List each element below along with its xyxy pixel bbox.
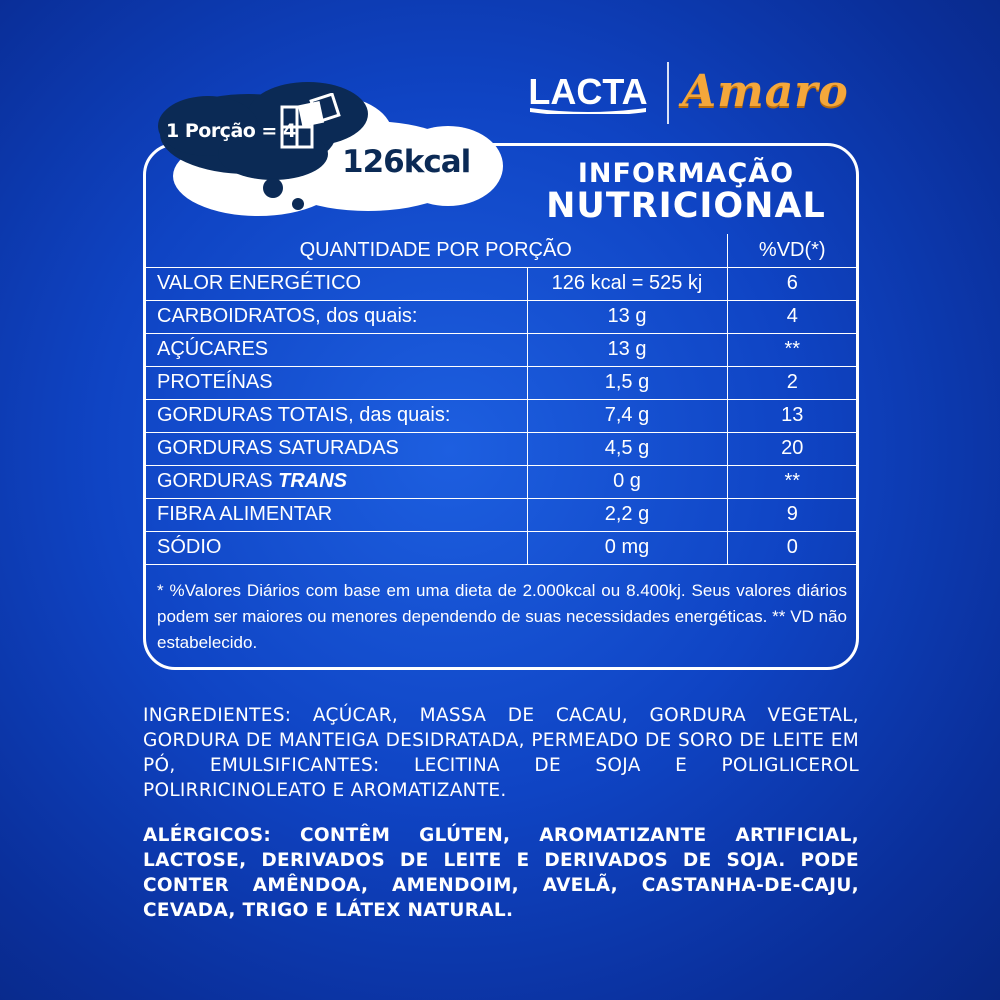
lacta-logo-text: LACTA	[528, 71, 648, 112]
nutrient-amount: 126 kcal = 525 kj	[527, 267, 727, 300]
nutrient-name-emphasis: TRANS	[278, 470, 348, 492]
chocolate-pieces-icon	[278, 93, 348, 153]
nutrient-vd: 2	[727, 366, 857, 399]
nutrient-name: GORDURAS TOTAIS, das quais:	[145, 399, 527, 432]
portion-kcal: 126kcal	[342, 144, 471, 180]
nutrient-amount: 0 g	[527, 465, 727, 498]
nutrient-name: FIBRA ALIMENTAR	[145, 498, 527, 531]
table-row	[145, 333, 857, 366]
nutrient-amount: 7,4 g	[527, 399, 727, 432]
nutrient-vd: 9	[727, 498, 857, 531]
table-row	[145, 531, 857, 564]
lacta-logo	[528, 70, 648, 114]
nutrient-name: PROTEÍNAS	[145, 366, 527, 399]
nutrient-amount: 4,5 g	[527, 432, 727, 465]
header-vd: %VD(*)	[727, 234, 857, 267]
nutrient-amount: 1,5 g	[527, 366, 727, 399]
nutrient-name: GORDURAS SATURADAS	[145, 432, 527, 465]
nutrient-vd: **	[727, 465, 857, 498]
nutrient-vd: 13	[727, 399, 857, 432]
nutrient-name: CARBOIDRATOS, dos quais:	[145, 300, 527, 333]
table-row	[145, 267, 857, 300]
nutrient-vd: 20	[727, 432, 857, 465]
nutrient-name: VALOR ENERGÉTICO	[145, 267, 527, 300]
nutrient-vd: 6	[727, 267, 857, 300]
amaro-logo: Amaro	[682, 66, 849, 117]
nutrient-amount: 13 g	[527, 300, 727, 333]
title-line-2: NUTRICIONAL	[546, 186, 826, 226]
nutrient-name-prefix: GORDURAS	[157, 470, 279, 492]
table-row	[145, 399, 857, 432]
nutrient-amount: 13 g	[527, 333, 727, 366]
table-header-row	[145, 234, 857, 267]
nutrition-table	[145, 234, 857, 565]
nutrient-vd: 0	[727, 531, 857, 564]
portion-label: 1 Porção = 4	[166, 120, 296, 142]
table-row	[145, 498, 857, 531]
nutrient-name: AÇÚCARES	[145, 333, 527, 366]
logo-divider	[667, 62, 669, 124]
table-row	[145, 432, 857, 465]
allergens-text: ALÉRGICOS: CONTÊM GLÚTEN, AROMATIZANTE ARTIFICIAL, LACTOSE, DERIVADOS DE LEITE E DERIVADOS DE SOJA. PODE CONTER AMÊNDOA, AMENDOIM, AVELÃ, CASTANHA-DE-CAJU, CEVADA, TRIGO E LÁTEX NATURAL.	[143, 825, 859, 921]
nutrient-vd: 4	[727, 300, 857, 333]
title-line-1: INFORMAÇÃO	[577, 158, 795, 189]
nutrient-amount: 2,2 g	[527, 498, 727, 531]
nutrient-name	[145, 465, 527, 498]
table-row	[145, 366, 857, 399]
nutrient-amount: 0 mg	[527, 531, 727, 564]
footnote: * %Valores Diários com base em uma dieta de 2.000kcal ou 8.400kj. Seus valores diários podem ser maiores ou menores dependendo de suas necessidades energéticas. ** VD não estabelecido.	[157, 581, 847, 652]
table-row	[145, 300, 857, 333]
nutrient-name: SÓDIO	[145, 531, 527, 564]
table-row	[145, 465, 857, 498]
header-quantity: QUANTIDADE POR PORÇÃO	[145, 234, 727, 267]
nutrient-vd: **	[727, 333, 857, 366]
ingredients-text: INGREDIENTES: AÇÚCAR, MASSA DE CACAU, GORDURA VEGETAL, GORDURA DE MANTEIGA DESIDRATADA, PERMEADO DE SORO DE LEITE EM PÓ, EMULSIFICANTES: LECITINA DE SOJA E POLIGLICEROL POLIRRICINOLEATO E AROMATIZANTE.	[143, 705, 859, 801]
